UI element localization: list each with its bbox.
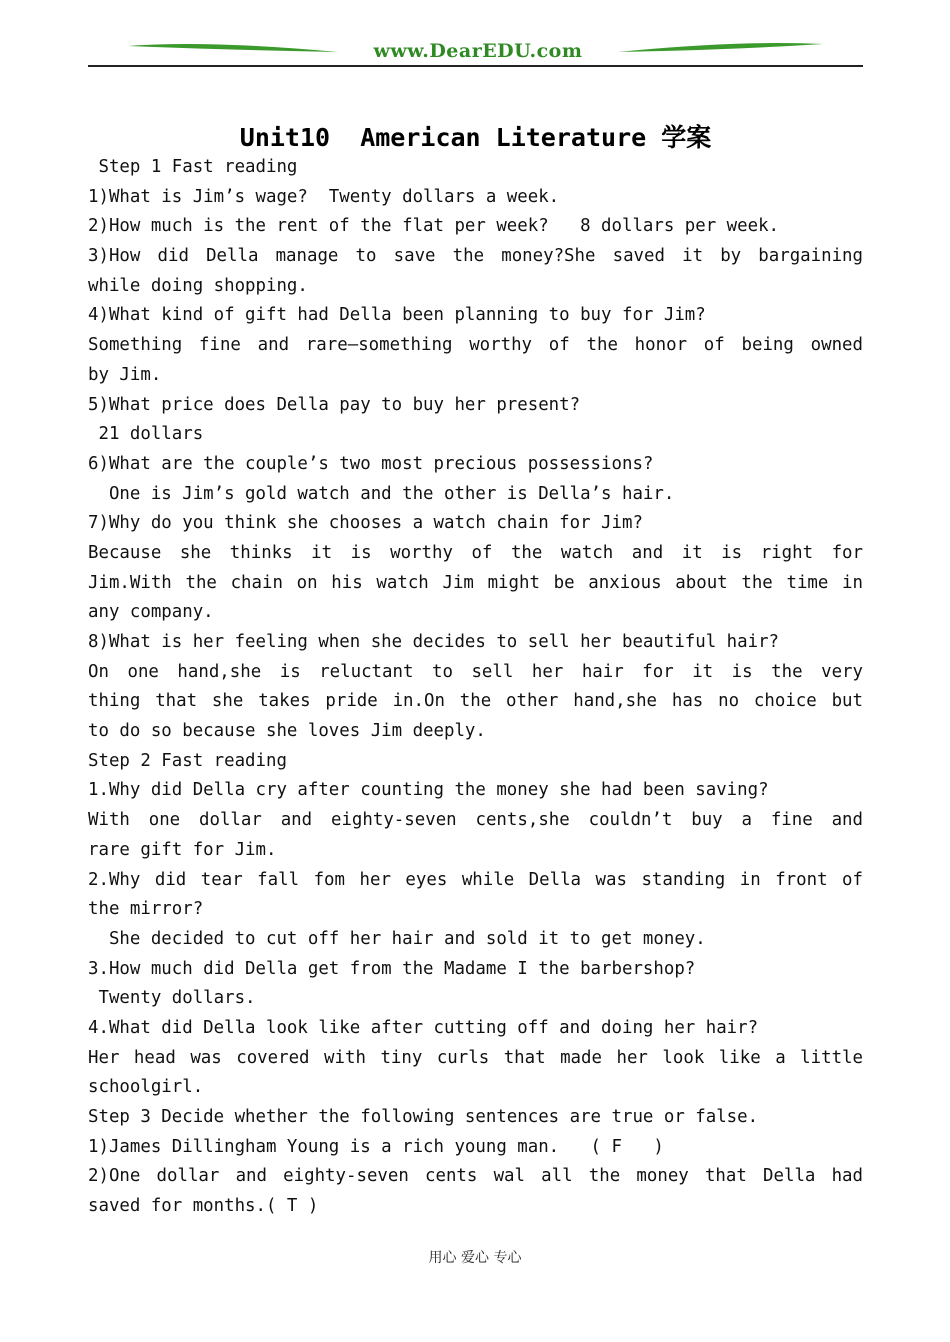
text-line: Something fine and rare—something worthy of the honor of being owned <box>88 335 863 356</box>
text-line: 1.Why did Della cry after counting the money she had been saving? <box>88 780 769 801</box>
page-footer: 用心 爱心 专心 <box>428 1250 522 1266</box>
text-line: any company. <box>88 602 214 623</box>
text-line: With one dollar and eighty-seven cents,she couldn’t buy a fine and <box>88 810 863 831</box>
site-logo[interactable]: www.DearEDU.com <box>373 40 583 62</box>
text-line: 1)James Dillingham Young is a rich young man. ( F ) <box>88 1136 664 1157</box>
header-rule <box>88 65 863 67</box>
text-line: to do so because she loves Jim deeply. <box>88 721 486 742</box>
text-line: On one hand,she is reluctant to sell her hair for it is the very <box>88 661 863 682</box>
text-line: 5)What price does Della pay to buy her present? <box>88 394 581 415</box>
text-line: 21 dollars <box>88 424 204 445</box>
document-title: Unit10 American Literature 学案 <box>239 123 712 152</box>
text-line: She decided to cut off her hair and sold it to get money. <box>88 928 706 949</box>
text-line: thing that she takes pride in.On the other hand,she has no choice but <box>88 691 863 712</box>
text-line: Her head was covered with tiny curls that made her look like a little <box>88 1047 863 1068</box>
text-line: 2.Why did tear fall fom her eyes while Della was standing in front of <box>88 869 863 890</box>
text-line: Jim.With the chain on his watch Jim might be anxious about the time in <box>88 572 863 593</box>
page-header <box>88 36 863 70</box>
text-line: by Jim. <box>88 364 162 385</box>
text-line: One is Jim’s gold watch and the other is Della’s hair. <box>88 483 675 504</box>
text-line: Step 2 Fast reading <box>88 750 287 771</box>
text-line: 2)How much is the rent of the flat per week? 8 dollars per week. <box>88 216 780 237</box>
text-line: 4)What kind of gift had Della been planning to buy for Jim? <box>88 305 706 326</box>
text-line: Twenty dollars. <box>88 988 256 1009</box>
text-line: Because she thinks it is worthy of the watch and it is right for <box>88 542 863 563</box>
text-line: Step 3 Decide whether the following sentences are true or false. <box>88 1107 759 1127</box>
text-line: while doing shopping. <box>88 275 308 296</box>
text-line: rare gift for Jim. <box>88 839 277 860</box>
text-line: saved for months.( T ) <box>88 1196 319 1217</box>
text-line: 8)What is her feeling when she decides to sell her beautiful hair? <box>88 632 780 652</box>
text-line: 7)Why do you think she chooses a watch chain for Jim? <box>88 513 643 534</box>
text-line: 1)What is Jim’s wage? Twenty dollars a week. <box>88 186 560 207</box>
document-body <box>88 153 863 1222</box>
text-line: the mirror? <box>88 899 204 920</box>
text-line: Step 1 Fast reading <box>88 157 298 177</box>
text-line: 3)How did Della manage to save the money?She saved it by bargaining <box>88 246 863 267</box>
text-line: schoolgirl. <box>88 1077 204 1098</box>
text-line: 3.How much did Della get from the Madame I the barbershop? <box>88 958 696 979</box>
text-line: 2)One dollar and eighty-seven cents wal all the money that Della had <box>88 1166 863 1187</box>
text-line: 6)What are the couple’s two most precious possessions? <box>88 453 654 474</box>
text-line: 4.What did Della look like after cutting off and doing her hair? <box>88 1017 759 1038</box>
